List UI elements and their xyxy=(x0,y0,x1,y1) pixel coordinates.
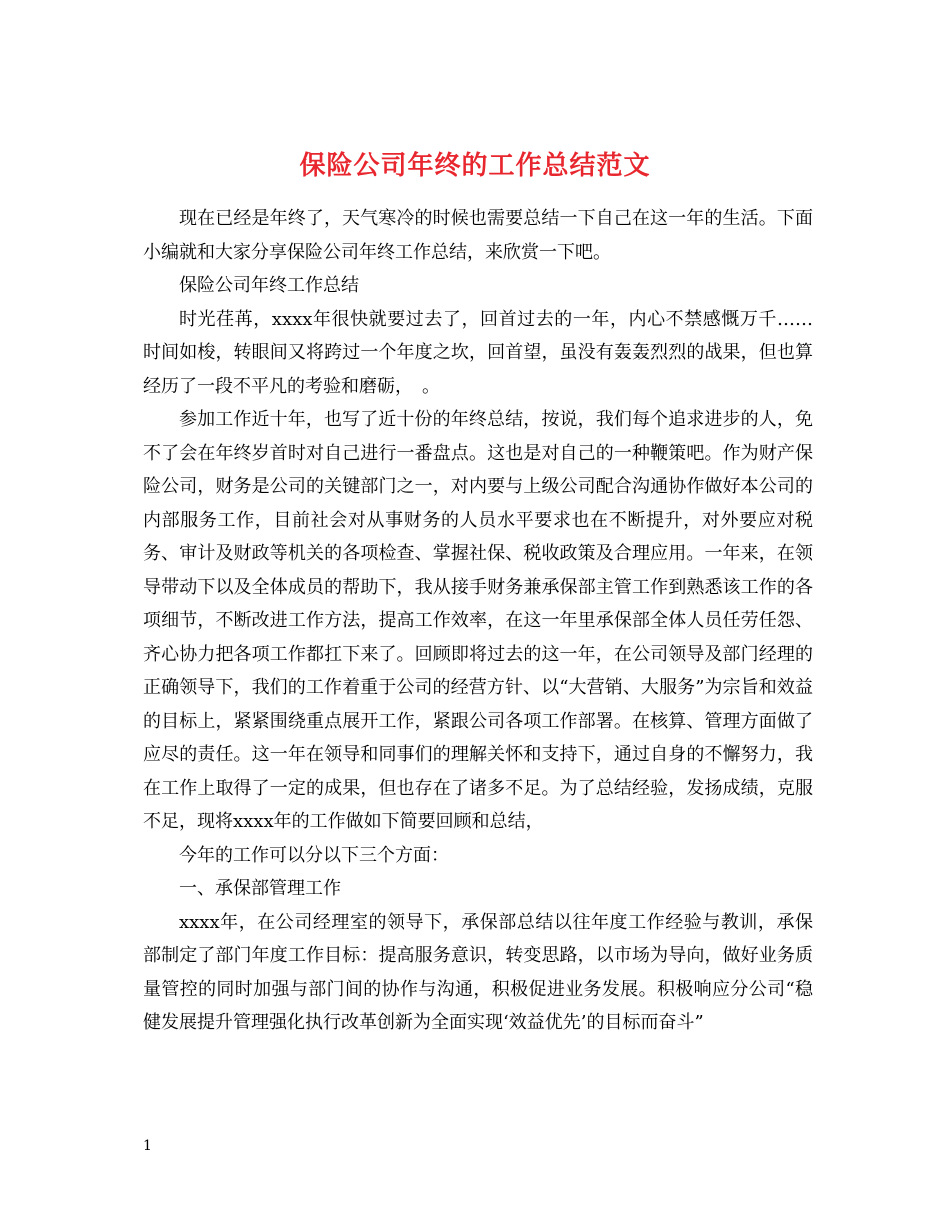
page-number: 1 xyxy=(143,1138,152,1154)
document-title: 保险公司年终的工作总结范文 xyxy=(299,151,651,182)
paragraph-reflection: 时光荏苒，xxxx年很快就要过去了，回首过去的一年，内心不禁感慨万千……时间如梭，转眼间又将跨过一个年度之坎，回首望，虽没有轰轰烈烈的战果，但也算经历了一段不平凡的考验和磨砺， 。 xyxy=(143,308,813,397)
paragraph-underwriting-goals: xxxx年，在公司经理室的领导下，承保部总结以往年度工作经验与教训，承保部制定了部门年度工作目标：提高服务意识，转变思路，以市场为导向，做好业务质量管控的同时加强与部门间的协作与沟通，积极促进业务发展。积极响应分公司“稳健发展提升管理强化执行改革创新为全面实现‘效益优先’的目标而奋斗” xyxy=(143,911,813,1033)
paragraph-subtitle: 保险公司年终工作总结 xyxy=(179,275,359,296)
paragraph-three-aspects: 今年的工作可以分以下三个方面： xyxy=(179,844,449,866)
paragraph-work-review: 参加工作近十年，也写了近十份的年终总结，按说，我们每个追求进步的人，免不了会在年终岁首时对自己进行一番盘点。这也是对自己的一种鞭策吧。作为财产保险公司，财务是公司的关键部门之一，对内要与上级公司配合沟通协作做好本公司的内部服务工作，目前社会对从事财务的人员水平要求也在不断提升，对外要应对税务、审计及财政等机关的各项检查、掌握社保、税收政策及合理应用。一年来，在领导带动下以及全体成员的帮助下，我从接手财务兼承保部主管工作到熟悉该工作的各项细节，不断改进工作方法，提高工作效率，在这一年里承保部全体人员任劳任怨、齐心协力把各项工作都扛下来了。回顾即将过去的这一年，在公司领导及部门经理的正确领导下，我们的工作着重于公司的经营方针、以“大营销、大服务”为宗旨和效益的目标上，紧紧围绕重点展开工作，紧跟公司各项工作部署。在核算、管理方面做了应尽的责任。这一年在领导和同事们的理解关怀和支持下，通过自身的不懈努力，我在工作上取得了一定的成果，但也存在了诸多不足。为了总结经验，发扬成绩，克服不足，现将xxxx年的工作做如下简要回顾和总结， xyxy=(143,409,813,832)
section-heading-underwriting: 一、承保部管理工作 xyxy=(179,878,341,899)
paragraph-intro: 现在已经是年终了，天气寒冷的时候也需要总结一下自己在这一年的生活。下面小编就和大家分享保险公司年终工作总结，来欣赏一下吧。 xyxy=(143,208,813,263)
document-body xyxy=(143,202,813,1040)
